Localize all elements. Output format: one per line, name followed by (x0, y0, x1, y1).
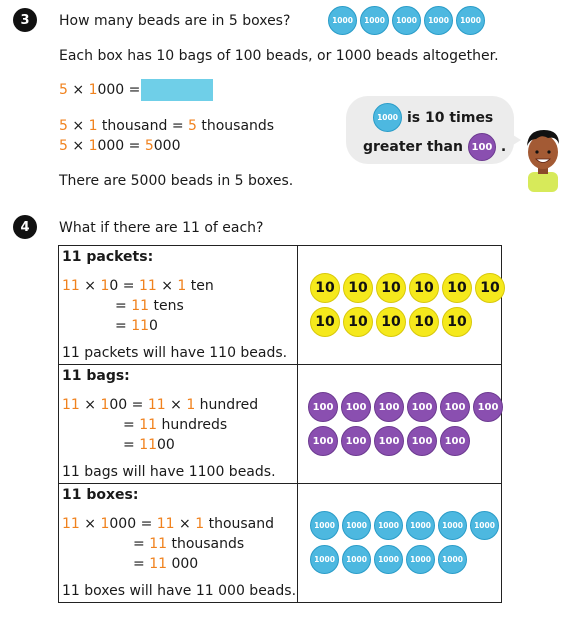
coin-100-icon: 100 (341, 392, 371, 422)
eq-rest: thousands (196, 118, 275, 134)
coin-10-icon: 10 (409, 273, 439, 303)
eq-part: × (79, 397, 101, 413)
eq-rest: 000 = (97, 82, 141, 98)
question-number-3: 3 (13, 8, 37, 32)
eq-operator: × (67, 82, 89, 98)
eq-part: 11 (131, 318, 150, 334)
coin-100-icon: 100 (473, 392, 503, 422)
eq-part: × (79, 278, 101, 294)
eq-part: × (79, 516, 101, 532)
q3-coin-row (328, 6, 485, 35)
bead-row (308, 426, 470, 456)
coin-10-icon: 10 (442, 273, 472, 303)
bead-row (310, 545, 467, 574)
row-eq-3 (115, 318, 158, 334)
table-row (59, 484, 502, 603)
coin-10-icon: 10 (475, 273, 505, 303)
eq-part: = (123, 437, 140, 453)
coin-1000-icon: 1000 (438, 545, 467, 574)
coin-10-icon: 10 (376, 273, 406, 303)
row-eq-2 (115, 298, 184, 314)
eq-number: 5 (59, 138, 68, 154)
eq-part: 11 (149, 536, 168, 552)
row-eq-1 (62, 516, 274, 532)
eq-part: × (165, 397, 187, 413)
row-summary: 11 boxes will have 11 000 beads. (62, 583, 297, 599)
q3-equation-3 (59, 138, 181, 154)
row-eq-1 (62, 397, 258, 413)
character-illustration (520, 126, 566, 192)
coin-100-icon: 100 (374, 426, 404, 456)
eq-part: 11 (138, 278, 157, 294)
eq-rest: thousand = (97, 118, 188, 134)
coin-1000-icon: 1000 (310, 511, 339, 540)
q3-equation-2 (59, 118, 274, 134)
comparison-table (58, 245, 502, 603)
coin-10-icon: 10 (343, 273, 373, 303)
eq-part: thousand (204, 516, 275, 532)
eq-part: 1 (100, 516, 110, 532)
coin-1000-icon: 1000 (406, 545, 435, 574)
eq-rest: 000 = (97, 138, 145, 154)
coin-1000-icon: 1000 (373, 103, 402, 132)
coin-1000-icon: 1000 (456, 6, 485, 35)
coin-100-icon: 100 (440, 392, 470, 422)
eq-part: × (174, 516, 196, 532)
eq-operator: × (67, 118, 89, 134)
eq-part: 11 (139, 417, 158, 433)
q3-conclusion: There are 5000 beads in 5 boxes. (59, 173, 294, 189)
eq-number: 5 (59, 82, 68, 98)
coin-1000-icon: 1000 (406, 511, 435, 540)
bubble-line-2 (363, 133, 506, 161)
bead-row (310, 273, 505, 303)
coin-1000-icon: 1000 (374, 545, 403, 574)
eq-part: 00 (157, 437, 175, 453)
eq-digit: 1 (88, 118, 98, 134)
eq-part: ten (186, 278, 214, 294)
row-eq-2 (123, 417, 227, 433)
question-number-4: 4 (13, 215, 37, 239)
coin-1000-icon: 1000 (392, 6, 421, 35)
eq-part: hundred (195, 397, 259, 413)
eq-part: 000 (167, 556, 199, 572)
bubble-text-2: greater than (363, 139, 463, 155)
table-row (59, 246, 502, 365)
coin-100-icon: 100 (407, 426, 437, 456)
eq-part: 1 (177, 278, 187, 294)
eq-part: 11 (62, 516, 80, 532)
eq-part: 11 (62, 278, 80, 294)
answer-box[interactable] (141, 79, 213, 101)
eq-digit: 1 (88, 82, 98, 98)
question-3-text: How many beads are in 5 boxes? (59, 13, 291, 29)
eq-part: 1 (195, 516, 205, 532)
eq-rest: 000 (153, 138, 181, 154)
bubble-period: . (500, 139, 507, 155)
speech-bubble-tail (505, 130, 521, 150)
coin-10-icon: 10 (442, 307, 472, 337)
coin-1000-icon: 1000 (470, 511, 499, 540)
bubble-line-1 (373, 103, 493, 132)
q3-explanation: Each box has 10 bags of 100 beads, or 1000 beads altogether. (59, 48, 499, 64)
eq-part: 000 = (109, 516, 157, 532)
coin-1000-icon: 1000 (310, 545, 339, 574)
eq-part: tens (149, 298, 184, 314)
eq-number: 5 (188, 118, 197, 134)
row-summary: 11 packets will have 110 beads. (62, 345, 288, 361)
row-eq-3 (133, 556, 198, 572)
eq-part: thousands (167, 536, 245, 552)
coin-1000-icon: 1000 (438, 511, 467, 540)
eq-operator: × (67, 138, 89, 154)
row-eq-3 (123, 437, 175, 453)
bead-row (310, 511, 499, 540)
eq-part: hundreds (157, 417, 228, 433)
bead-row (308, 392, 503, 422)
row-eq-1 (62, 278, 214, 294)
table-cell-beads (298, 246, 502, 365)
eq-part: 11 (156, 516, 175, 532)
eq-part: = (133, 556, 150, 572)
eq-part: 1 (100, 397, 110, 413)
coin-10-icon: 10 (310, 273, 340, 303)
row-title: 11 boxes: (62, 487, 139, 503)
table-cell-beads (298, 365, 502, 484)
eq-part: 0 = (109, 278, 139, 294)
coin-10-icon: 10 (310, 307, 340, 337)
eq-part: 11 (131, 298, 150, 314)
eq-part: × (156, 278, 178, 294)
table-cell-working (59, 365, 298, 484)
coin-1000-icon: 1000 (374, 511, 403, 540)
eq-part: 00 = (109, 397, 148, 413)
eq-part: = (123, 417, 140, 433)
coin-10-icon: 10 (376, 307, 406, 337)
table-cell-working (59, 484, 298, 603)
coin-100-icon: 100 (440, 426, 470, 456)
coin-100-icon: 100 (308, 426, 338, 456)
eq-part: 11 (147, 397, 166, 413)
coin-1000-icon: 1000 (342, 545, 371, 574)
row-title: 11 bags: (62, 368, 130, 384)
row-eq-2 (133, 536, 244, 552)
eq-digit: 1 (88, 138, 98, 154)
coin-1000-icon: 1000 (424, 6, 453, 35)
table-row (59, 365, 502, 484)
coin-1000-icon: 1000 (342, 511, 371, 540)
eq-part: 1 (100, 278, 110, 294)
coin-10-icon: 10 (343, 307, 373, 337)
coin-100-icon: 100 (374, 392, 404, 422)
question-4-text: What if there are 11 of each? (59, 220, 264, 236)
row-title: 11 packets: (62, 249, 154, 265)
coin-10-icon: 10 (409, 307, 439, 337)
coin-100-icon: 100 (468, 133, 496, 161)
eq-part: 11 (62, 397, 80, 413)
bead-row (310, 307, 472, 337)
coin-100-icon: 100 (407, 392, 437, 422)
eq-part: = (115, 298, 132, 314)
eq-part: = (133, 536, 150, 552)
coin-100-icon: 100 (308, 392, 338, 422)
eq-part: 11 (139, 437, 158, 453)
table-cell-beads (298, 484, 502, 603)
eq-number: 5 (59, 118, 68, 134)
eq-part: 11 (149, 556, 168, 572)
eq-part: 0 (149, 318, 158, 334)
coin-1000-icon: 1000 (328, 6, 357, 35)
q3-equation-1 (59, 82, 140, 98)
coin-1000-icon: 1000 (360, 6, 389, 35)
table-cell-working (59, 246, 298, 365)
row-summary: 11 bags will have 1100 beads. (62, 464, 276, 480)
eq-part: 1 (186, 397, 196, 413)
coin-100-icon: 100 (341, 426, 371, 456)
eq-number: 5 (144, 138, 154, 154)
bubble-text-1: is 10 times (407, 109, 494, 126)
eq-part: = (115, 318, 132, 334)
